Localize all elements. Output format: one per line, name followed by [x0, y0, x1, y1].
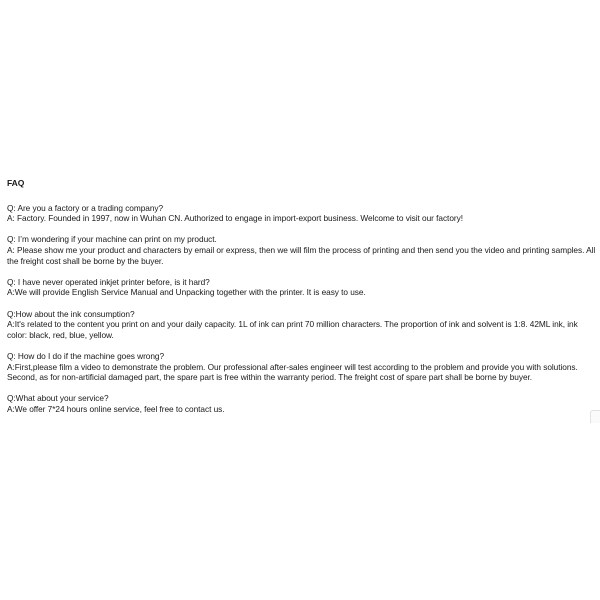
faq-title: FAQ — [7, 178, 25, 188]
faq-section — [7, 178, 597, 425]
faq-question: Q: Are you a factory or a trading company? — [7, 202, 164, 213]
faq-answer: A:First,please film a video to demonstrate the problem. Our professional after-sales engineer will test according to the problem and provide you with solutions. — [7, 361, 578, 372]
faq-answer: A:We will provide English Service Manual and Unpacking together with the printer. It is easy to use. — [7, 287, 366, 298]
faq-question: Q: How do I do if the machine goes wrong? — [7, 350, 165, 361]
faq-answer: A: Please show me your product and characters by email or express, then we will film the process of printing and then send you the video and printing samples. All the freight cost shall be borne by the buyer. — [7, 244, 596, 266]
faq-item — [7, 393, 597, 414]
side-widget-tab[interactable] — [590, 410, 600, 423]
faq-item — [7, 203, 597, 224]
faq-item — [7, 277, 597, 298]
faq-item — [7, 351, 597, 383]
faq-answer: A:It's related to the content you print on and your daily capacity. 1L of ink can print 70 million characters. The proportion of ink and solvent is 1:8. 42ML ink, ink color: black, red, blue, yellow. — [7, 319, 578, 340]
faq-item — [7, 234, 597, 266]
faq-answer: A: Factory. Founded in 1997, now in Wuhan CN. Authorized to engage in import-export business. Welcome to visit our factory! — [7, 213, 463, 224]
faq-answer-continued: Second, as for non-artificial damaged part, the spare part is free within the warranty period. The freight cost of spare part shall be borne by buyer. — [7, 372, 533, 383]
faq-question: Q: I have never operated inkjet printer before, is it hard? — [7, 276, 210, 287]
faq-question: Q: I’m wondering if your machine can print on my product. — [7, 234, 217, 245]
faq-item — [7, 309, 597, 341]
faq-question: Q:How about the ink consumption? — [7, 308, 135, 319]
faq-answer: A:We offer 7*24 hours online service, feel free to contact us. — [7, 403, 225, 414]
faq-question: Q:What about your service? — [7, 393, 109, 404]
